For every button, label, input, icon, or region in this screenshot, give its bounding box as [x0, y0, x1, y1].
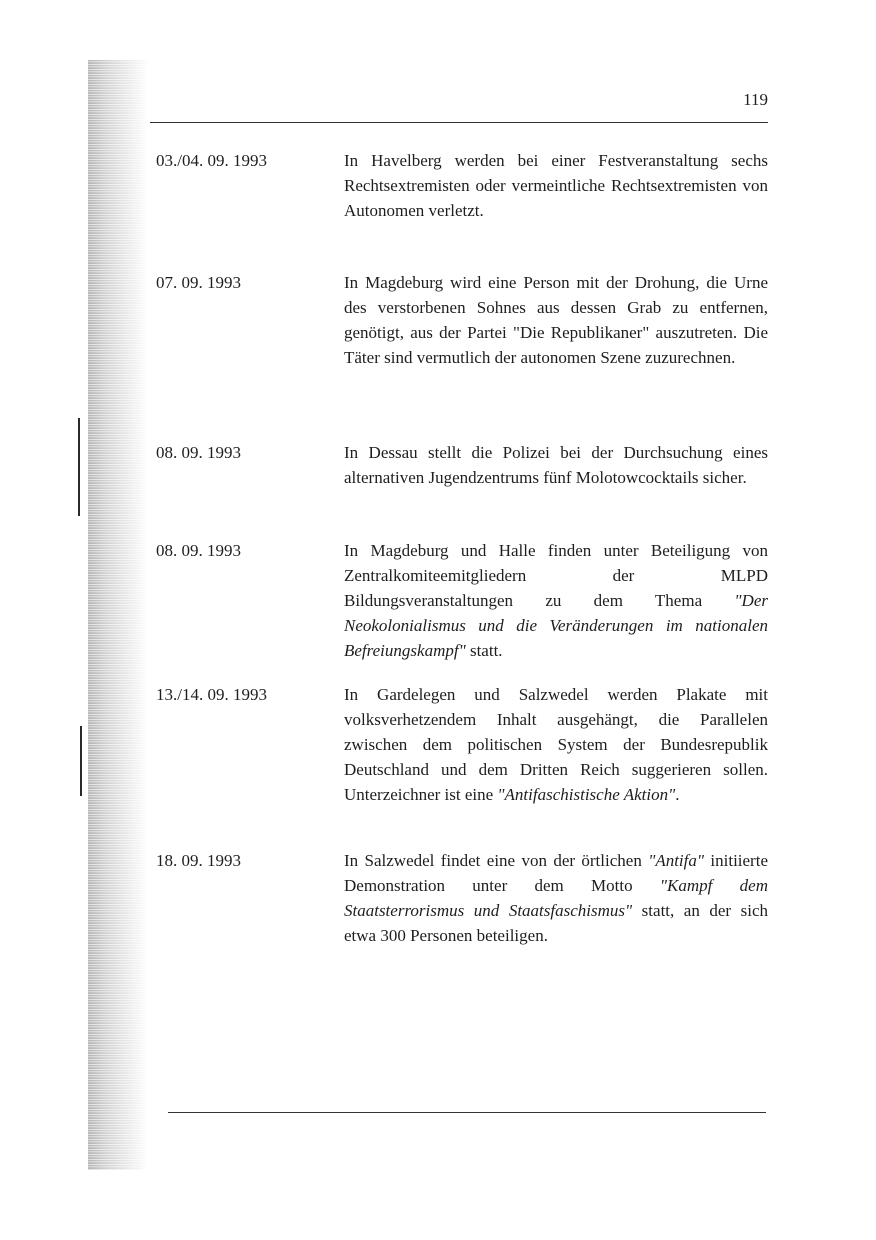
group-name: "Antifa"	[648, 851, 705, 870]
entry-text-part: statt, an der sich etwa 300 Personen beteiligen.	[344, 901, 768, 945]
entry-text-part: initiierte Demonstration unter dem Motto	[344, 851, 768, 895]
margin-mark	[78, 418, 80, 516]
margin-mark	[80, 726, 82, 796]
entry-date: 07. 09. 1993	[156, 273, 241, 292]
entry-text-part: In Magdeburg und Halle finden unter Beteiligung von Zentralkomiteemitgliedern der MLPD Bildungsveranstaltungen zu dem Thema	[344, 541, 768, 610]
page-number: 119	[743, 90, 768, 109]
entry-text-part: statt.	[465, 641, 503, 660]
scan-page-edge	[88, 60, 148, 1170]
entry-text-part: .	[675, 785, 680, 804]
entry-text-part: In Salzwedel findet eine von der örtlichen	[344, 851, 649, 870]
entry-text: In Havelberg werden bei einer Festveranstaltung sechs Rechtsextremisten oder vermeintliche Rechtsextremisten von Autonomen verletzt.	[344, 151, 768, 220]
entry-text	[344, 848, 768, 948]
entry-date: 18. 09. 1993	[156, 851, 241, 870]
entry-text-part: In Gardelegen und Salzwedel werden Plakate mit volksverhetzendem Inhalt ausgehängt, die Parallelen zwischen dem politischen System der Bundesrepublik Deutschland und dem Dritten Reich suggerieren sollen. Unterzeichner ist eine	[344, 685, 768, 804]
entry-text: In Dessau stellt die Polizei bei der Durchsuchung eines alternativen Jugendzentrums fünf Molotowcocktails sicher.	[344, 443, 768, 487]
entry-text	[344, 682, 768, 807]
footer-rule	[168, 1112, 766, 1113]
group-name: "Antifaschistische Aktion"	[497, 785, 676, 804]
event-motto: "Kampf dem Staatsterrorismus und Staatsfaschismus"	[344, 876, 768, 920]
header-rule	[150, 122, 768, 123]
entry-text: In Magdeburg wird eine Person mit der Drohung, die Urne des verstorbenen Sohnes aus dessen Grab zu entfernen, genötigt, aus der Partei "Die Republikaner" auszutreten. Die Täter sind vermutlich der autonomen Szene zuzurechnen.	[344, 273, 768, 367]
entry-date: 08. 09. 1993	[156, 541, 241, 560]
entry-date: 13./14. 09. 1993	[156, 685, 267, 704]
entry-text	[344, 538, 768, 663]
entry-date: 03./04. 09. 1993	[156, 151, 267, 170]
event-title: "Der Neokolonialismus und die Veränderungen im nationalen Befreiungskampf"	[344, 591, 768, 660]
entry-date: 08. 09. 1993	[156, 443, 241, 462]
